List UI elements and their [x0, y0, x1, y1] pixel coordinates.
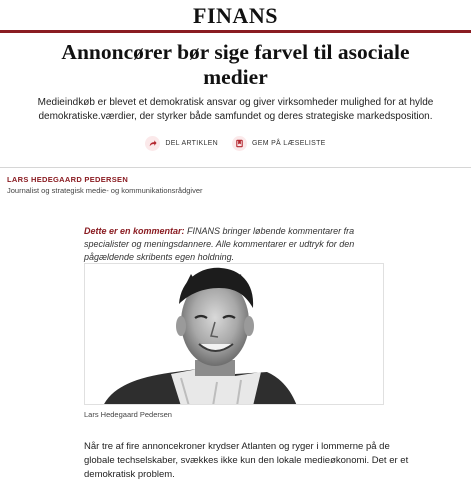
author-photo [84, 263, 384, 405]
photo-caption: Lars Hedegaard Pedersen [84, 410, 172, 419]
save-to-reading-list-label: GEM PÅ LÆSELISTE [251, 140, 326, 147]
article-title: Annoncører bør sige farvel til asociale medier [61, 40, 410, 89]
share-icon [145, 136, 160, 151]
comment-notice [0, 195, 471, 264]
article-actions [0, 136, 471, 151]
save-to-reading-list-button[interactable] [232, 136, 326, 151]
bookmark-icon [232, 136, 247, 151]
author-role: Journalist og strategisk medie- og kommunikationsrådgiver [7, 186, 203, 195]
article-body-paragraph: Når tre af fire annoncekroner krydser Atlanten og ryger i lommerne på de globale techselskaber, svækkes ikke kun den lokale medieøkonomi. Det er et demokratisk problem. [84, 441, 409, 480]
share-article-button[interactable] [145, 136, 218, 151]
author-portrait-image [85, 264, 384, 405]
share-article-label: DEL ARTIKLEN [165, 140, 218, 147]
author-name[interactable]: LARS HEDEGAARD PEDERSEN [7, 175, 129, 184]
comment-notice-label: Dette er en kommentar: [84, 226, 185, 236]
comment-notice-text: FINANS bringer løbende kommentarer fra specialister og meningsdannere. Alle kommentarer er udtryk for den pågældende skribents egen holdning. [84, 226, 355, 262]
finans-logo[interactable]: FINANS [193, 3, 278, 28]
masthead [0, 0, 471, 30]
author-byline [0, 168, 471, 195]
article-lead: Medieindkøb er blevet et demokratisk ansvar og giver virksomheder mulighed for at hylde demokratiske.værdier, der styrker både samfundet og deres strategiske markedsposition. [37, 97, 434, 122]
